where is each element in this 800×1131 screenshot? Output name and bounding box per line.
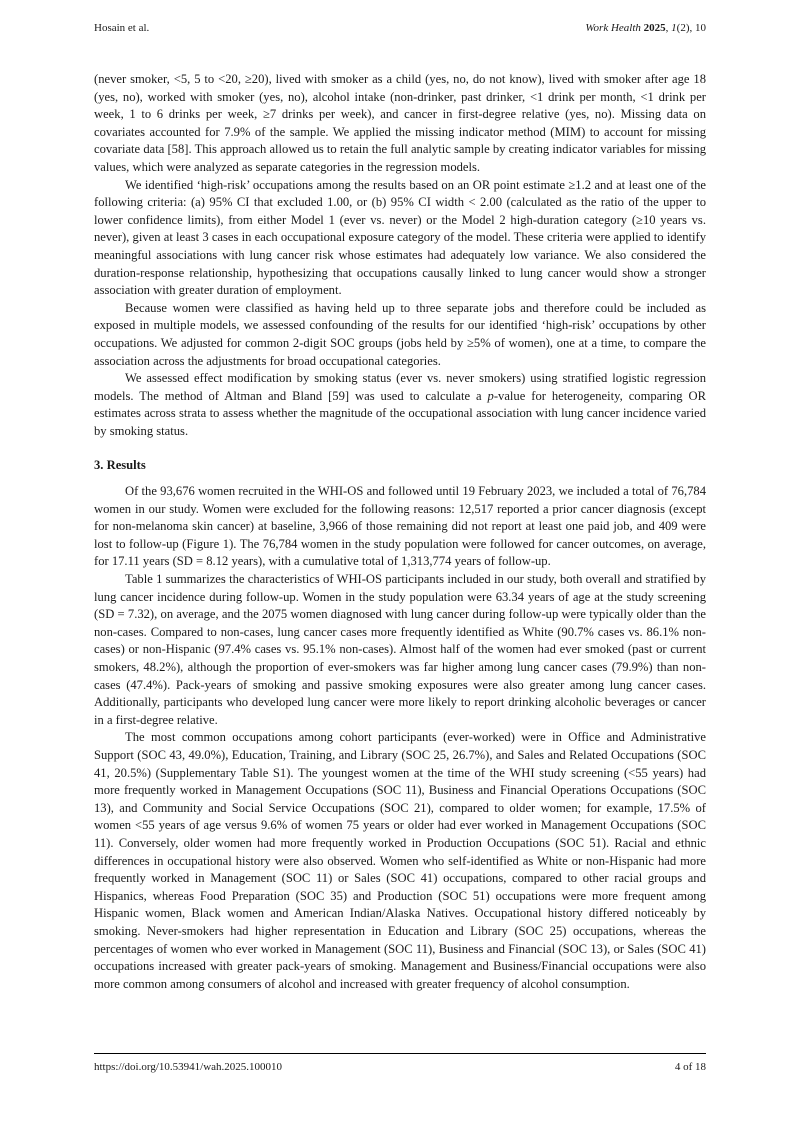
journal-name: Work Health	[585, 22, 641, 34]
page-footer	[94, 1053, 706, 1081]
paragraph: Of the 93,676 women recruited in the WHI-OS and followed until 19 February 2023, we included a total of 76,784 women in our study. Women were excluded for the following reasons: 12,517 reported a prior cancer diagnosis (except for non-melanoma skin cancer) at baseline, 3,966 of those remaining did not report at least one paid job, and 409 were lost to follow-up (Figure 1). The 76,784 women in the study population were followed for cancer outcomes, on average, for 17.11 years (SD = 8.12 years), with a cumulative total of 1,313,774 years of follow-up.	[94, 484, 706, 569]
paragraph: Because women were classified as having held up to three separate jobs and therefore could be included as exposed in multiple models, we assessed confounding of the results for our identified ‘high-risk’ occupations by other occupations. We adjusted for common 2-digit SOC groups (jobs held by ≥5% of women), one at a time, to compare the association across the adjustments for broad occupational categories.	[94, 300, 706, 368]
paragraph: The most common occupations among cohort participants (ever-worked) were in Office and Administrative Support (SOC 43, 49.0%), Education, Training, and Library (SOC 25, 26.7%), and Sales and Related Occupations (SOC 41, 20.5%) (Supplementary Table S1). The youngest women at the time of the WHI study screening (<55 years) had more frequently worked in Management Occupations (SOC 11), Business and Financial Operations Occupations (SOC 13), and Community and Social Service Occupations (SOC 21), compared to older women; for example, 17.5% of women <55 years of age versus 9.6% of women 75 years or older had ever worked in Management Occupations (SOC 11). Conversely, older women had more frequently worked in Production Occupations (SOC 51). Racial and ethnic differences in occupational history were also observed. Women who self-identified as White or non-Hispanic had more frequently worked in Management (SOC 11) or Sales (SOC 41) occupations, compared to other racial groups and Hispanics, whereas Food Preparation (SOC 35) and Production (SOC 51) occupations were more frequent among Hispanic women, Black women and American Indian/Alaska Natives. Occupational history differed noticeably by smoking. Never-smokers had higher representation in Education and Library (SOC 25) occupations, whereas the percentages of women who ever worked in Management (SOC 11), Business and Financial (SOC 13), or Sales (SOC 41) occupations increased with greater pack-years of smoking. Management and Business/Financial occupations were also more common among consumers of alcohol and increased with greater frequency of alcohol consumption.	[94, 730, 706, 991]
journal-issue-page: (2), 10	[676, 22, 706, 34]
page-header	[94, 22, 706, 38]
paragraph	[94, 370, 706, 440]
text-run: -value for heterogeneity, comparing OR estimates across strata to assess whether the magnitude of the occupational association with lung cancer incidence varied by smoking status.	[94, 388, 706, 438]
paragraph: We identified ‘high-risk’ occupations among the results based on an OR point estimate ≥1.2 and at least one of the following criteria: (a) 95% CI that excluded 1.00, or (b) 95% CI width < 2.00 (calculated as the ratio of the upper to lower confidence limits), from either Model 1 (ever vs. never) or the Model 2 high-duration category (≥10 years vs. never), given at least 3 cases in each occupational exposure category of the model. These criteria were applied to identify meaningful associations with lung cancer risk whose estimates had adequately low variance. We also considered the duration-response relationship, hypothesizing that occupations causally linked to lung cancer would show a stronger association with greater duration of employment.	[94, 177, 706, 298]
running-journal: Work Health 2025, 1(2), 10	[585, 22, 706, 34]
italic-p: p	[487, 388, 494, 403]
running-authors: Hosain et al.	[94, 22, 150, 34]
journal-year: 2025	[643, 22, 666, 34]
body-text	[94, 71, 706, 993]
paragraph: (never smoker, <5, 5 to <20, ≥20), lived with smoker as a child (yes, no, do not know), lived with smoker after age 18 (yes, no), worked with smoker (yes, no), alcohol intake (non-drinker, past drinker, <1 drink per month, <1 drink per week, 1 to 6 drinks per week, ≥7 drinks per week), and cancer in first-degree relative (yes, no). Missing data on covariates accounted for 7.9% of the sample. We applied the missing indicator method (MIM) to account for missing covariate data [58]. This approach allowed us to retain the full analytic sample by creating indicator variables for missing values, which were analyzed as separate categories in the regression models.	[94, 72, 706, 174]
doi-link[interactable]: https://doi.org/10.53941/wah.2025.100010	[94, 1061, 283, 1073]
journal-volume: 1	[671, 22, 677, 34]
paragraph: Table 1 summarizes the characteristics of WHI-OS participants included in our study, both overall and stratified by lung cancer incidence during follow-up. Women in the study population were 63.34 years of age at the study screening (SD = 7.32), on average, and the 2075 women diagnosed with lung cancer during follow-up were typically older than the non-cases. Compared to non-cases, lung cancer cases more frequently identified as White (90.7% cases vs. 86.1% non-cases) or non-Hispanic (97.4% cases vs. 95.1% non-cases). Almost half of the women had ever smoked (past or current smokers, 48.2%), although the proportion of ever-smokers was far higher among lung cancer cases (79.9%) than non-cases (47.4%). Pack-years of smoking and passive smoking exposures were also greater among lung cancer cases. Additionally, participants who developed lung cancer were more likely to report drinking alcoholic beverages or cancer in a first-degree relative.	[94, 572, 706, 727]
page-number: 4 of 18	[674, 1061, 706, 1073]
text-run: We assessed effect modification by smoking status (ever vs. never smokers) using stratified logistic regression models. The method of Altman and Bland [59] was used to calculate a	[94, 371, 706, 403]
section-heading: 3. Results	[94, 458, 146, 473]
